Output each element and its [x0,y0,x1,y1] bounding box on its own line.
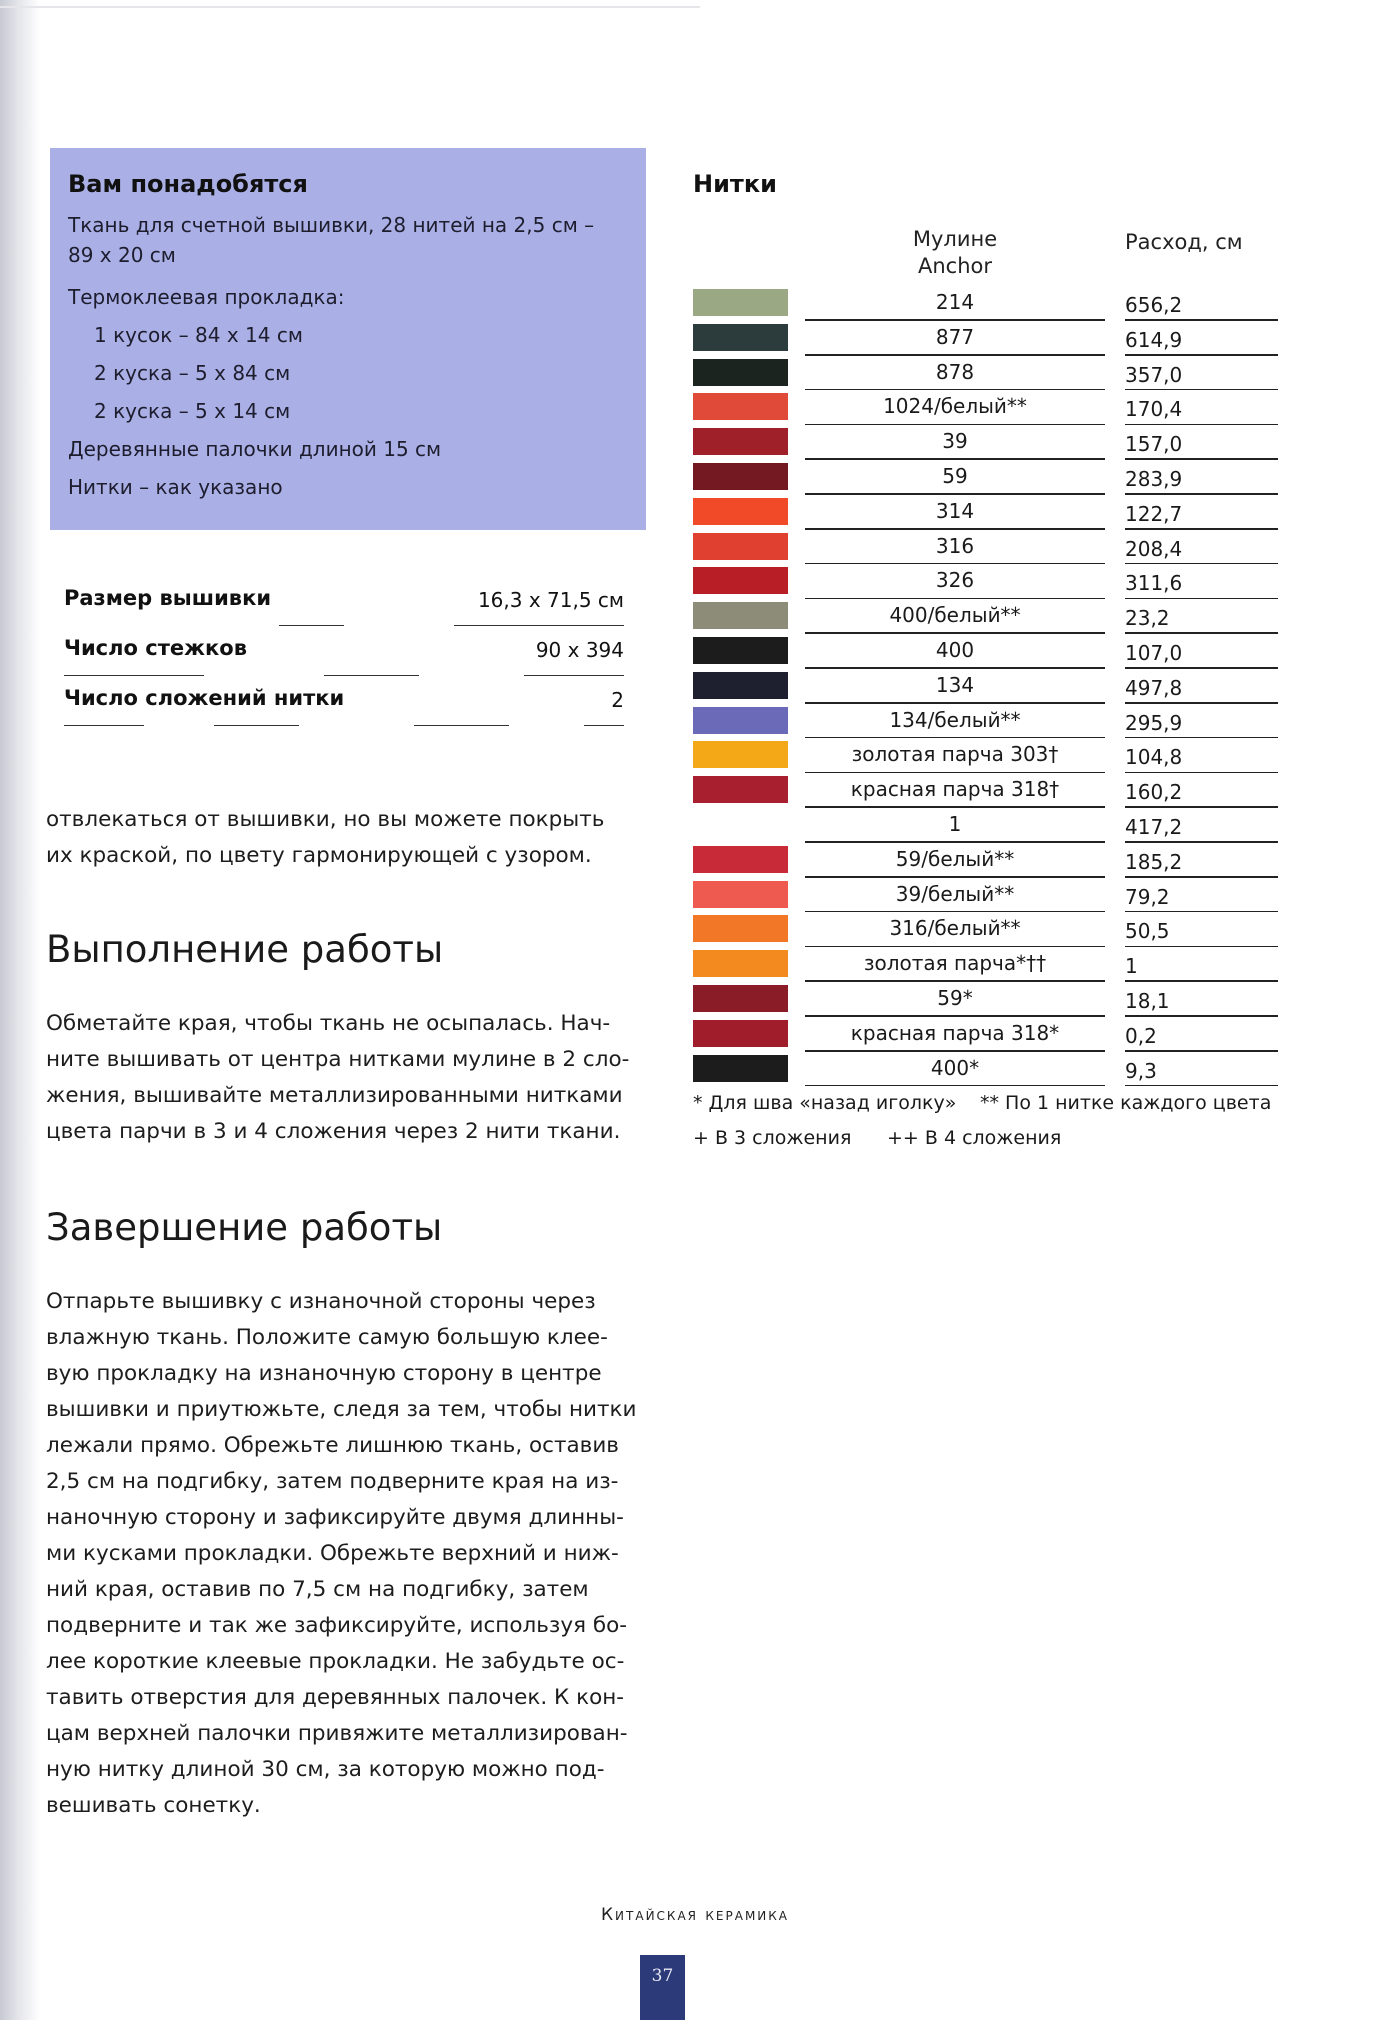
color-swatch [693,324,788,351]
thread-amount: 79,2 [1125,884,1170,909]
text-line: подверните и так же зафиксируйте, используя бо- [46,1613,628,1638]
thread-row [693,773,1278,808]
thread-code: 59* [937,985,973,1010]
footnote-1b: ** По 1 нитке каждого цвета [980,1092,1272,1114]
spec-label: Число стежков [64,636,247,660]
footnote-2a: + В 3 сложения [693,1127,852,1149]
materials-fabric: Ткань для счетной вышивки, 28 нитей на 2,5 см – 89 х 20 см [68,213,595,267]
text-line: тавить отверстия для деревянных палочек. К кон- [46,1685,625,1710]
intro-continuation [46,802,646,874]
text-line: вешивать сонетку. [46,1793,261,1818]
text-line: жения, вышивайте металлизированными нитками [46,1083,623,1108]
color-swatch [693,393,788,420]
thread-code: золотая парча*†† [863,951,1047,976]
thread-code: 39 [942,429,968,454]
thread-row [693,1052,1278,1087]
text-line: цам верхней палочки привяжите металлизирован- [46,1721,628,1746]
book-title: Китайская керамика [600,1905,790,1925]
thread-row [693,1017,1278,1052]
color-swatch [693,567,788,594]
spec-row-strands [64,686,624,726]
text-line: цвета парчи в 3 и 4 сложения через 2 нити ткани. [46,1119,621,1144]
thread-row [693,530,1278,565]
text-line: отвлекаться от вышивки, но вы можете покрыть [46,807,605,832]
thread-code: 326 [935,568,975,593]
color-swatch [693,985,788,1012]
binding-shadow [0,0,40,2020]
thread-row [693,564,1278,599]
thread-amount: 185,2 [1125,849,1183,874]
color-swatch [693,915,788,942]
threads-table [693,286,1278,1086]
work-heading: Выполнение работы [46,928,444,971]
text-line: влажную ткань. Положите самую большую клее- [46,1325,608,1350]
thread-code: 877 [935,324,975,349]
materials-title: Вам понадобятся [68,170,308,198]
thread-row [693,425,1278,460]
thread-amount: 0,2 [1125,1023,1157,1048]
column-header-code-line1: Мулине [912,227,998,251]
text-line: ний края, оставив по 7,5 см на подгибку, затем [46,1577,589,1602]
thread-code: 1024/белый** [883,394,1027,419]
thread-row [693,704,1278,739]
materials-sticks: Деревянные палочки длиной 15 см [68,437,442,461]
thread-code: 59 [942,463,968,488]
thread-code: 39/белый** [895,881,1015,906]
text-line: ми кусками прокладки. Обрежьте верхний и ниж- [46,1541,619,1566]
threads-title: Нитки [693,170,777,198]
thread-code: 400* [930,1055,980,1080]
color-swatch [693,428,788,455]
thread-amount: 122,7 [1125,501,1183,526]
thread-amount: 23,2 [1125,606,1170,631]
page-number: 37 [651,1966,674,1986]
spec-label: Число сложений нитки [64,686,345,710]
thread-code: 134 [935,672,975,697]
thread-row [693,495,1278,530]
text-line: Обметайте края, чтобы ткань не осыпалась. Нач- [46,1011,611,1036]
spec-value: 2 [611,688,624,712]
thread-amount: 160,2 [1125,780,1183,805]
color-swatch [693,672,788,699]
thread-amount: 170,4 [1125,397,1183,422]
color-swatch [693,741,788,768]
materials-threads: Нитки – как указано [68,475,283,499]
color-swatch [693,533,788,560]
color-swatch [693,950,788,977]
thread-amount: 311,6 [1125,571,1183,596]
thread-amount: 18,1 [1125,988,1170,1013]
thread-code: 316/белый** [889,916,1021,941]
text-line: ните вышивать от центра нитками мулине в 2 сло- [46,1047,630,1072]
text-line: 2,5 см на подгибку, затем подверните края на из- [46,1469,619,1494]
work-paragraph [46,1006,646,1150]
materials-box [50,148,646,530]
thread-amount: 656,2 [1125,293,1183,317]
color-swatch [693,498,788,525]
color-swatch [693,846,788,873]
thread-row [693,843,1278,878]
finish-heading: Завершение работы [46,1206,443,1249]
thread-row [693,286,1278,321]
thread-code: 134/белый** [889,707,1021,732]
thread-row [693,321,1278,356]
thread-row [693,669,1278,704]
thread-row [693,390,1278,425]
text-line: их краской, по цвету гармонирующей с узором. [46,843,592,868]
thread-row [693,808,1278,843]
thread-code: красная парча 318* [850,1020,1060,1045]
color-swatch [693,1055,788,1082]
page-number-tab [640,1955,685,2020]
spec-label: Размер вышивки [64,586,272,610]
color-swatch [693,1020,788,1047]
thread-code: 316 [935,533,975,558]
thread-amount: 208,4 [1125,536,1183,561]
text-line: вую прокладку на изнаночную сторону в центре [46,1361,602,1386]
thread-code: 314 [935,498,975,523]
row-rule [1125,1085,1278,1087]
thread-row [693,634,1278,669]
color-swatch [693,637,788,664]
thread-amount: 50,5 [1125,919,1170,944]
text-line: вышивки и приутюжьте, следя за тем, чтобы нитки [46,1397,637,1422]
spec-row-size [64,586,624,626]
text-line: лежали прямо. Обрежьте лишнюю ткань, оставив [46,1433,619,1458]
thread-row [693,599,1278,634]
footnote-2b: ++ В 4 сложения [887,1127,1062,1149]
spec-row-stitches [64,636,624,676]
spec-value: 16,3 х 71,5 см [477,588,624,612]
thread-row [693,947,1278,982]
column-header-code [805,226,1105,280]
thread-row [693,460,1278,495]
spec-value: 90 х 394 [535,638,624,662]
color-swatch [693,289,788,316]
thread-amount: 283,9 [1125,466,1183,491]
thread-code: 878 [935,359,975,384]
thread-row [693,982,1278,1017]
footnote-1a: * Для шва «назад иголку» [693,1092,957,1114]
thread-code: 1 [948,811,962,836]
thread-code: красная парча 318† [850,777,1060,802]
thread-code: 59/белый** [895,846,1015,871]
column-header-amount: Расход, см [1125,230,1243,254]
thread-amount: 1 [1125,954,1138,979]
color-swatch [693,881,788,908]
color-swatch [693,602,788,629]
color-swatch [693,463,788,490]
materials-piece: 2 куска – 5 х 14 см [94,399,291,423]
thread-amount: 295,9 [1125,710,1183,735]
row-rule [805,1085,1105,1087]
finish-paragraph [46,1284,646,1824]
thread-code: 214 [935,290,975,314]
materials-piece: 2 куска – 5 х 84 см [94,361,291,385]
thread-amount: 157,0 [1125,432,1183,457]
text-line: Отпарьте вышивку с изнаночной стороны через [46,1289,596,1314]
materials-piece: 1 кусок – 84 х 14 см [94,323,303,347]
materials-interfacing: Термоклеевая прокладка: [68,285,345,309]
text-line: лее короткие клеевые прокладки. Не забудьте ос- [46,1649,625,1674]
color-swatch [693,359,788,386]
thread-amount: 614,9 [1125,327,1183,352]
thread-amount: 104,8 [1125,745,1183,770]
top-rule [0,6,700,8]
thread-row [693,912,1278,947]
thread-row [693,356,1278,391]
thread-amount: 9,3 [1125,1058,1157,1083]
color-swatch [693,776,788,803]
column-header-code-line2: Anchor [917,254,992,278]
thread-amount: 357,0 [1125,362,1183,387]
thread-row [693,738,1278,773]
color-swatch [693,811,788,838]
color-swatch [693,707,788,734]
text-line: ную нитку длиной 30 см, за которую можно под- [46,1757,605,1782]
thread-row [693,878,1278,913]
thread-amount: 417,2 [1125,814,1183,839]
thread-code: 400/белый** [889,603,1021,628]
text-line: наночную сторону и зафиксируйте двумя длинны- [46,1505,624,1530]
thread-amount: 107,0 [1125,640,1183,665]
thread-amount: 497,8 [1125,675,1183,700]
thread-code: золотая парча 303† [851,742,1059,767]
thread-code: 400 [935,637,975,662]
